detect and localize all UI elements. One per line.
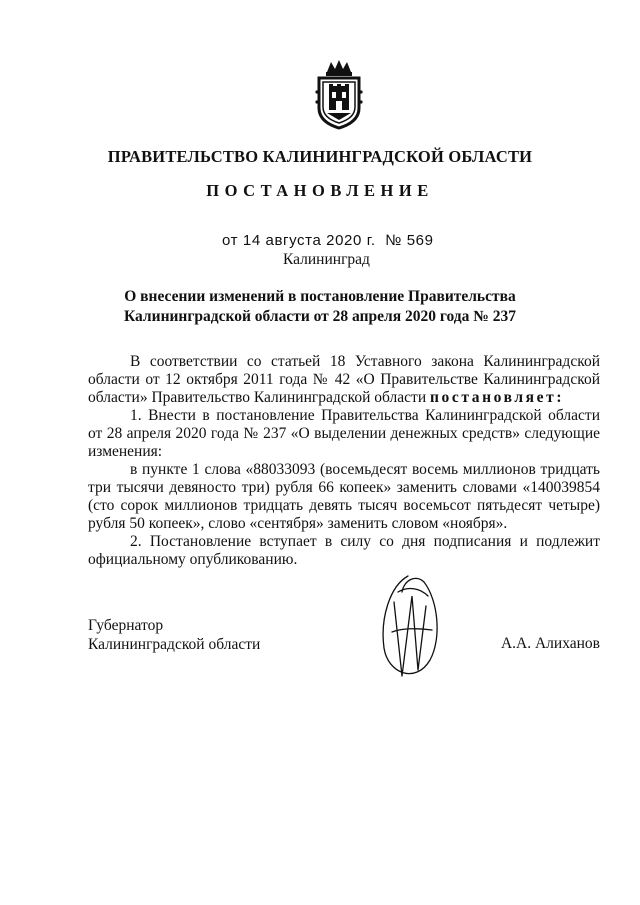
document-subject (0, 287, 640, 327)
document-city: Калининград (283, 251, 370, 268)
handwritten-signature-icon (372, 572, 444, 688)
signer-position-line-2: Калининградской области (88, 636, 261, 653)
document-body (88, 353, 600, 569)
date-prefix: от (222, 232, 239, 249)
government-title: ПРАВИТЕЛЬСТВО КАЛИНИНГРАДСКОЙ ОБЛАСТИ (107, 147, 533, 166)
document-date: 14 августа 2020 г. (242, 232, 376, 249)
coat-of-arms-icon (313, 58, 365, 130)
subject-line-2: Калининградской области от 28 апреля 2020 года № 237 (124, 308, 516, 325)
item-1-change-paragraph: в пункте 1 слова «88033093 (восемьдесят восемь миллионов тридцать три тысячи девяносто три) рубля 66 копеек» заменить словами «140039854 (сто сорок миллионов тридцать девять тысяч восемьсот пятьдесят четыре) рубля 50 копеек», слово «сентября» заменить словом «ноября». (88, 461, 600, 532)
signer-position (88, 616, 260, 654)
item-2-paragraph: 2. Постановление вступает в силу со дня подписания и подлежит официальному опубликованию. (88, 533, 600, 568)
document-type: ПОСТАНОВЛЕНИЕ (206, 181, 434, 200)
signer-position-line-1: Губернатор (88, 617, 164, 634)
signer-name: А.А. Алиханов (500, 635, 600, 652)
preamble-text: В соответствии со статьей 18 Уставного закона Калининградской области от 12 октября 2011 года № 42 «О Правительстве Калининградской области» Правительство Калининградской области (88, 353, 600, 406)
number-label: № (385, 232, 402, 249)
document-number: 569 (406, 232, 434, 249)
date-number-line (222, 232, 434, 249)
item-1-paragraph: 1. Внести в постановление Правительства Калининградской области от 28 апреля 2020 года № 237 «О выделении денежных средств» следующие изменения: (88, 407, 600, 460)
preamble-paragraph (88, 353, 600, 407)
decision-word: постановляет: (430, 389, 565, 406)
subject-line-1: О внесении изменений в постановление Правительства (124, 288, 516, 305)
